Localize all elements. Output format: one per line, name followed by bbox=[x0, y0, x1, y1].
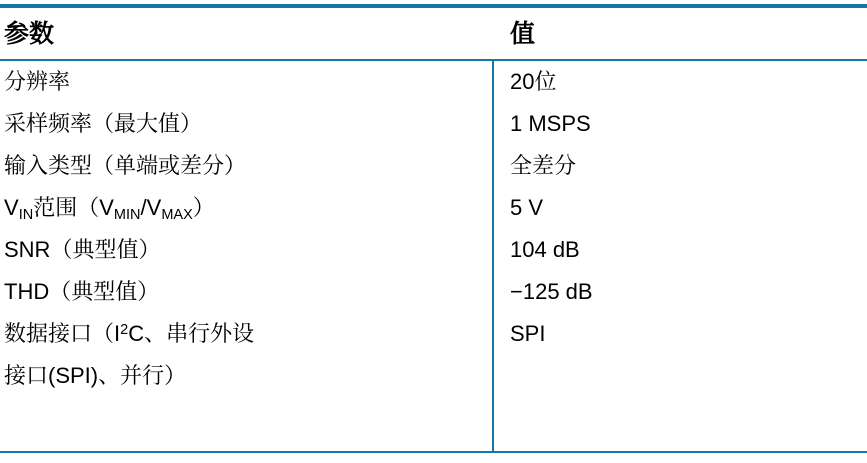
cell-value: 20位 bbox=[510, 69, 557, 94]
cell-parameter: 分辨率 bbox=[4, 69, 71, 94]
table-row bbox=[0, 271, 867, 313]
table-row bbox=[0, 61, 867, 103]
cell-parameter: SNR（典型值） bbox=[4, 237, 161, 262]
cell-parameter: THD（典型值） bbox=[4, 279, 160, 304]
table-bottom-rule bbox=[0, 451, 867, 453]
cell-parameter: $V_{IN}$范围$(V_{MIN}/V_{MAX})$ bbox=[4, 195, 215, 224]
cell-parameter: 输入类型（单端或差分） bbox=[4, 153, 247, 178]
cell-parameter: 采样频率（最大值） bbox=[4, 111, 203, 136]
column-header-value: 值 bbox=[510, 20, 536, 48]
table-header-row bbox=[0, 12, 867, 57]
table-row bbox=[0, 103, 867, 145]
cell-value: 104 dB bbox=[510, 237, 580, 262]
table-top-rule bbox=[0, 4, 867, 8]
table-row bbox=[0, 187, 867, 229]
column-header-parameter: 参数 bbox=[4, 20, 55, 48]
cell-value: 全差分 bbox=[510, 153, 577, 178]
table-row bbox=[0, 355, 867, 397]
cell-value: SPI bbox=[510, 321, 546, 346]
table-row bbox=[0, 313, 867, 355]
table-row bbox=[0, 145, 867, 187]
table-row bbox=[0, 229, 867, 271]
cell-parameter: 数据接口（$I^2C$、串行外设 bbox=[4, 321, 255, 346]
cell-value: 5 V bbox=[510, 195, 544, 220]
cell-parameter: 接口(SPI)、并行） bbox=[4, 363, 187, 388]
cell-value: −125 dB bbox=[510, 279, 593, 304]
table-body bbox=[0, 61, 867, 397]
cell-value: 1 MSPS bbox=[510, 111, 591, 136]
